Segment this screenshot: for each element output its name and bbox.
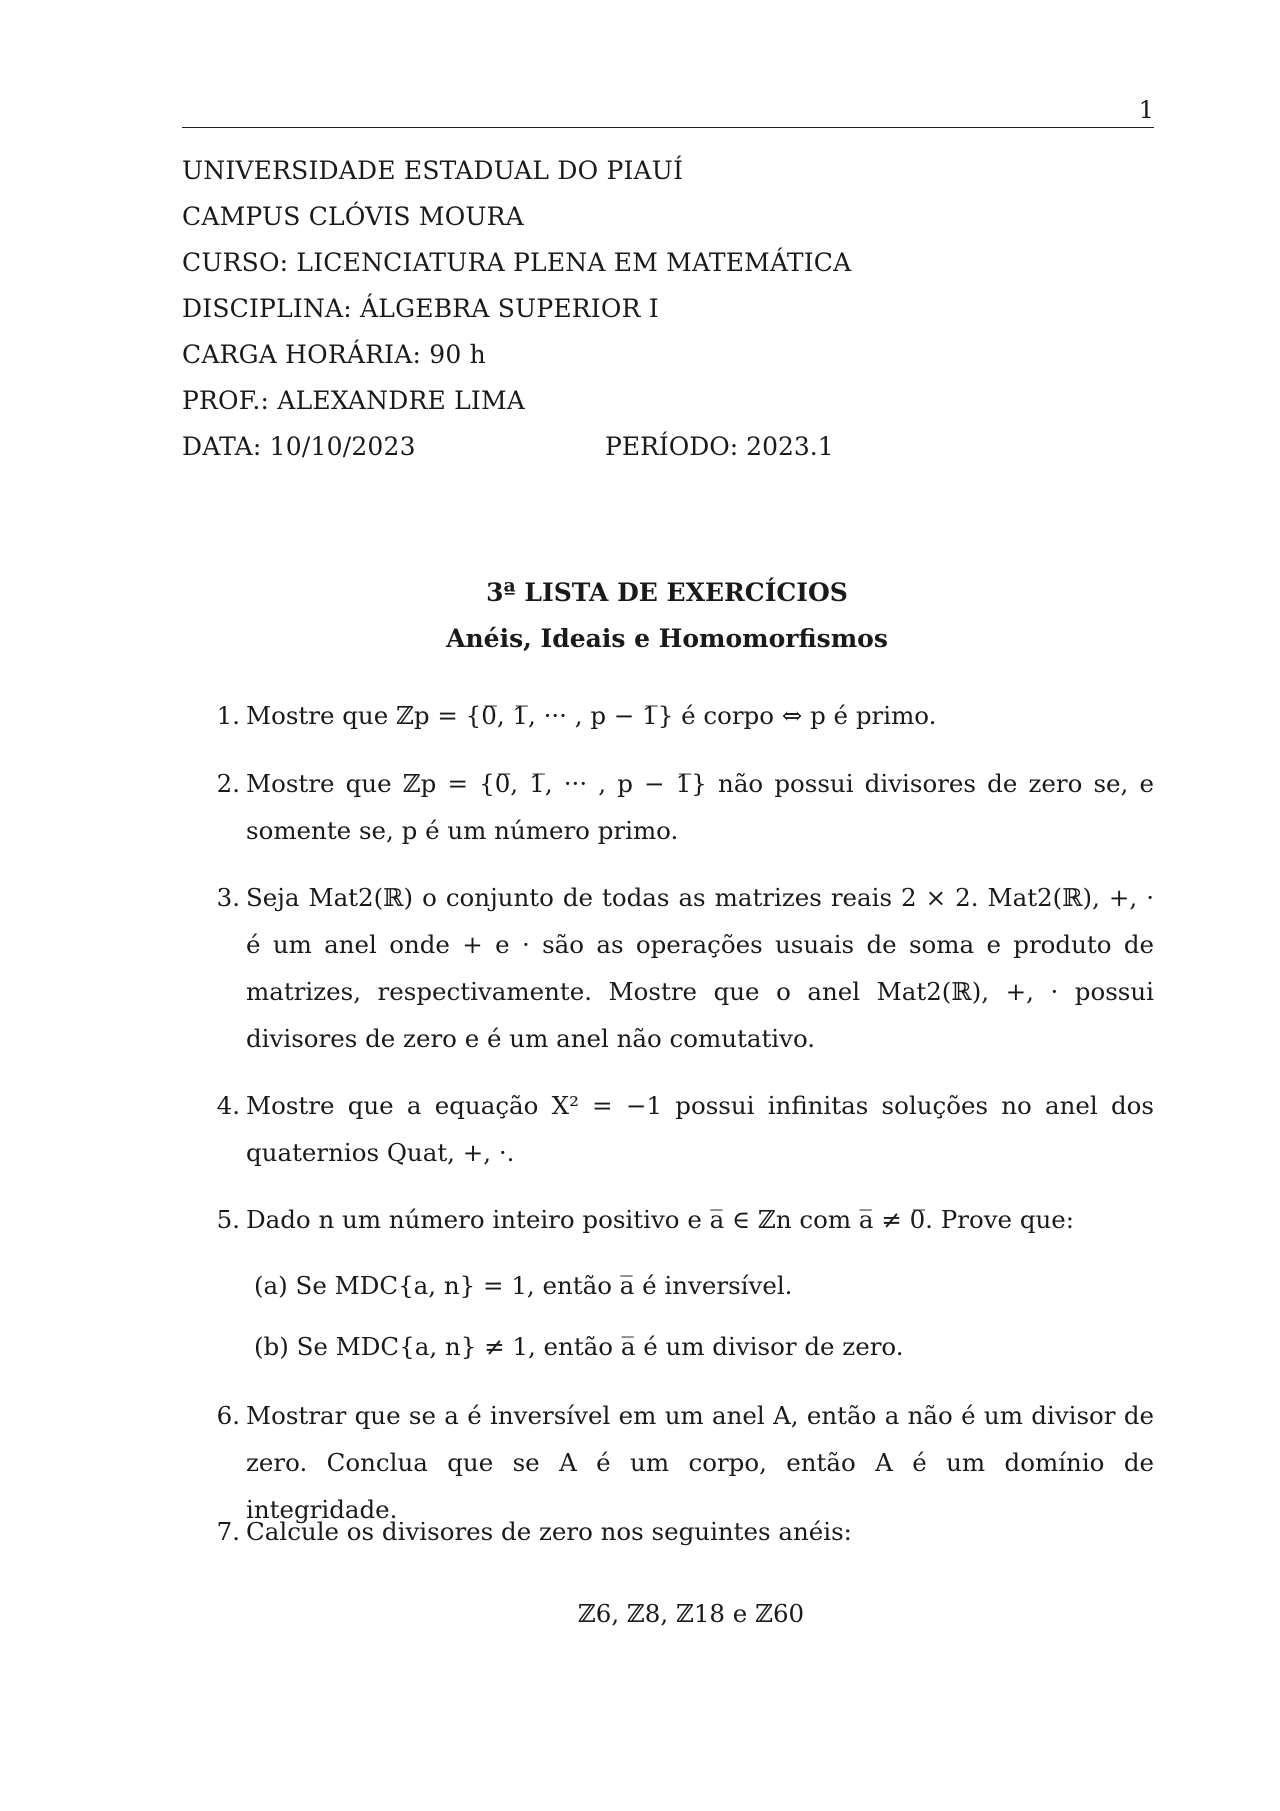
subitem-b bbox=[254, 1332, 904, 1361]
exercise-number: 1. bbox=[216, 701, 240, 730]
exercise-number: 6. bbox=[216, 1401, 240, 1430]
header-rule bbox=[182, 127, 1154, 128]
campus-name: CAMPUS CLÓVIS MOURA bbox=[182, 202, 524, 231]
workload: CARGA HORÁRIA: 90 h bbox=[182, 340, 486, 369]
exercise-text: Mostrar que se a é inversível em um anel A, então a não é um divisor de zero. Conclua que se A é um corpo, então A é um domínio de integridade. bbox=[246, 1401, 1154, 1524]
subitem-text: Se MDC{a, n} = 1, então a̅ é inversível. bbox=[295, 1271, 793, 1300]
discipline-name: DISCIPLINA: ÁLGEBRA SUPERIOR I bbox=[182, 294, 659, 323]
exercise-number: 7. bbox=[216, 1517, 240, 1546]
exercise-number: 5. bbox=[216, 1205, 240, 1234]
subitem-label: (a) bbox=[254, 1271, 288, 1300]
period: PERÍODO: 2023.1 bbox=[605, 432, 834, 461]
exercise-text: Mostre que a equação X² = −1 possui infinitas soluções no anel dos quaternios Quat, +, ·. bbox=[246, 1091, 1154, 1167]
course-name: CURSO: LICENCIATURA PLENA EM MATEMÁTICA bbox=[182, 248, 852, 277]
list-subtitle: Anéis, Ideais e Homomorfismos bbox=[446, 624, 888, 653]
page-number: 1 bbox=[1138, 96, 1154, 124]
exercise-text: Seja Mat2(ℝ) o conjunto de todas as matrizes reais 2 × 2. Mat2(ℝ), +, · é um anel onde + e · são as operações usuais de soma e produto de matrizes, respectivamente. Mostre que o anel Mat2(ℝ), +, · possui divisores de zero e é um anel não comutativo. bbox=[246, 883, 1154, 1053]
exercise-text: Calcule os divisores de zero nos seguintes anéis: bbox=[246, 1517, 852, 1546]
list-title: 3ª LISTA DE EXERCÍCIOS bbox=[486, 578, 848, 607]
exercise-text: Mostre que ℤp = {0̅, 1̅, ··· , p − 1̅} é corpo ⇔ p é primo. bbox=[246, 701, 937, 730]
exercise-number: 2. bbox=[216, 769, 240, 798]
subitem-text: Se MDC{a, n} ≠ 1, então a̅ é um divisor de zero. bbox=[296, 1332, 904, 1361]
professor: PROF.: ALEXANDRE LIMA bbox=[182, 386, 526, 415]
exercise-text: Mostre que ℤp = {0̅, 1̅, ··· , p − 1̅} não possui divisores de zero se, e somente se, p é um número primo. bbox=[246, 769, 1154, 845]
subitem-a bbox=[254, 1271, 792, 1300]
subitem-label: (b) bbox=[254, 1332, 289, 1361]
exercise-text: Dado n um número inteiro positivo e a̅ ∈ ℤn com a̅ ≠ 0̅. Prove que: bbox=[246, 1205, 1075, 1234]
rings-list: ℤ6, ℤ8, ℤ18 e ℤ60 bbox=[577, 1599, 805, 1628]
university-name: UNIVERSIDADE ESTADUAL DO PIAUÍ bbox=[182, 156, 684, 185]
exercise-number: 3. bbox=[216, 883, 240, 912]
exercise-number: 4. bbox=[216, 1091, 240, 1120]
date: DATA: 10/10/2023 bbox=[182, 432, 416, 461]
